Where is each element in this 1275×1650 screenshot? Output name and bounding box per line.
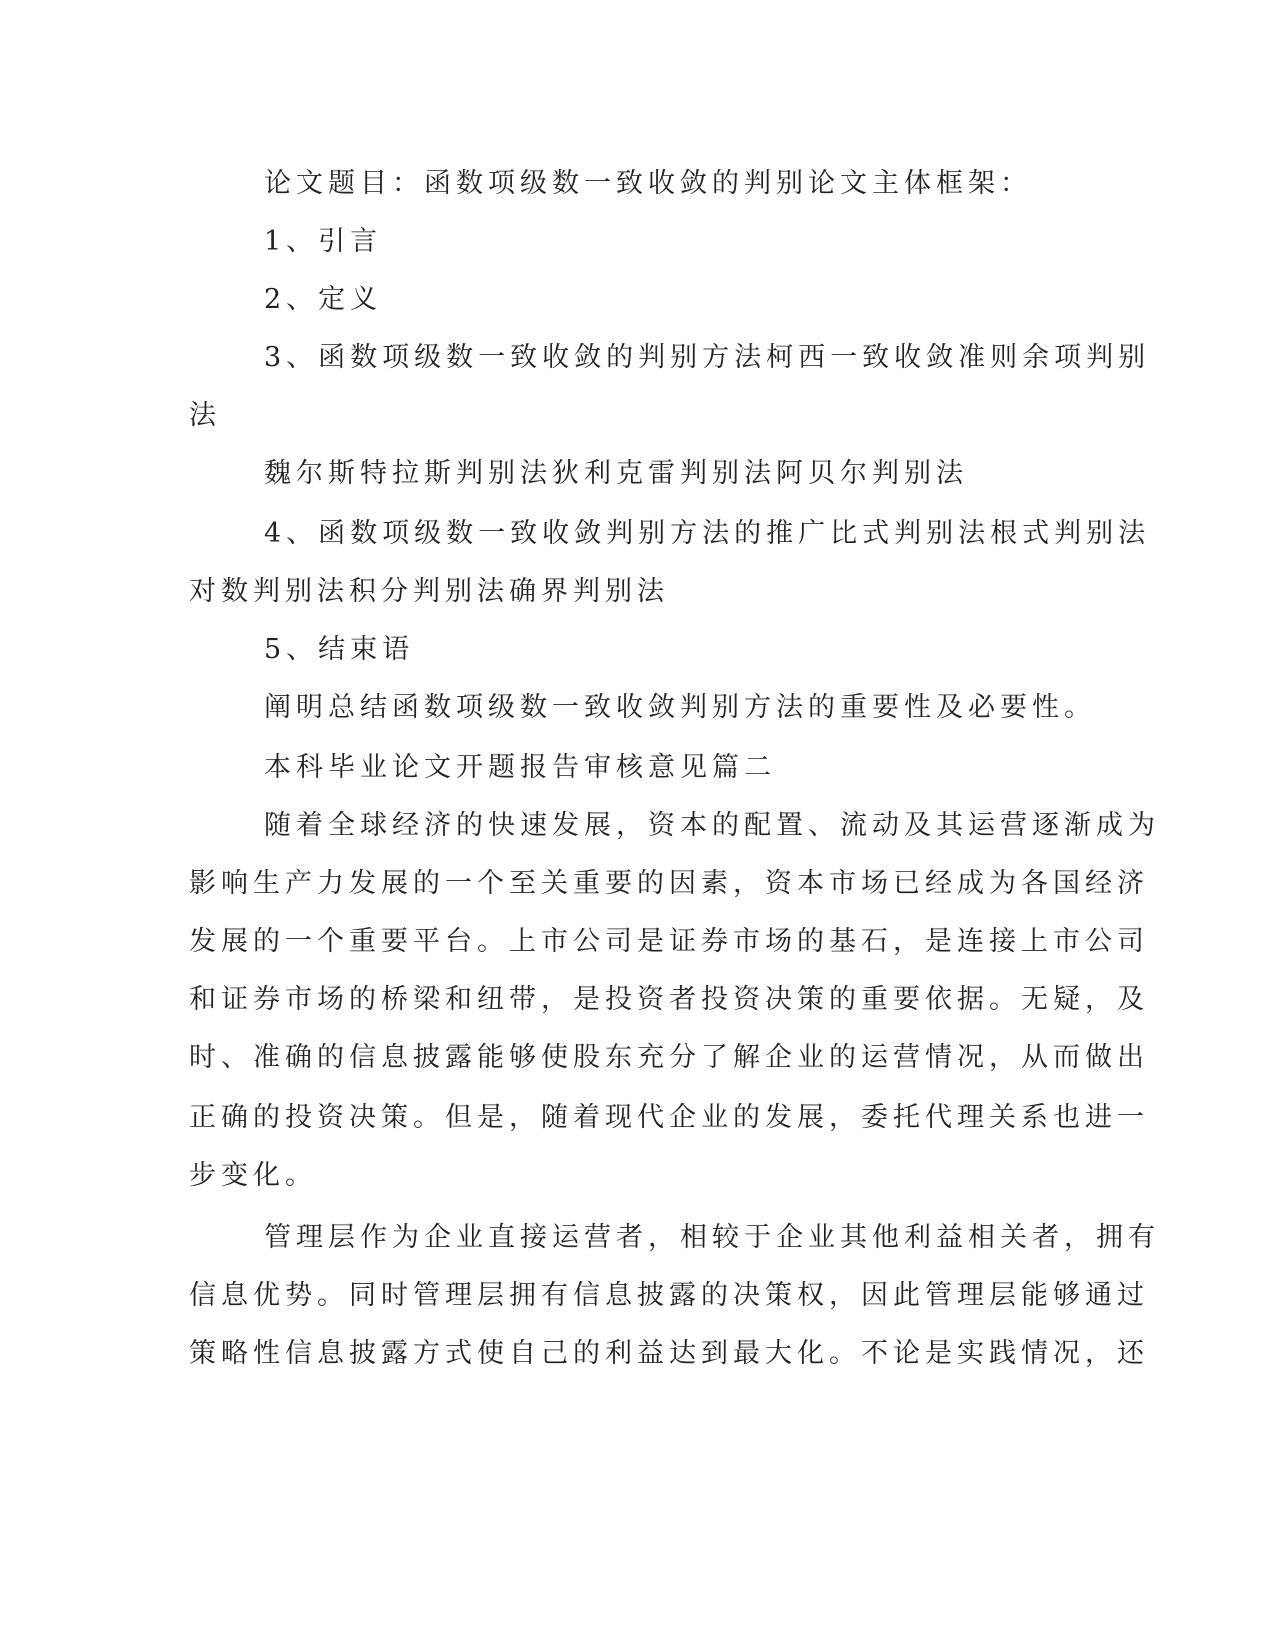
paragraph-1-line-6: 正确的投资决策。但是，随着现代企业的发展，委托代理关系也进一 <box>189 1102 1149 1133</box>
outline-item-3-methods: 魏尔斯特拉斯判别法狄利克雷判别法阿贝尔判别法 <box>264 458 968 489</box>
outline-item-4: 4、函数项级数一致收敛判别方法的推广比式判别法根式判别法 <box>264 518 1151 549</box>
outline-item-5: 5、结束语 <box>264 634 415 665</box>
outline-item-4-continued: 对数判别法积分判别法确界判别法 <box>189 576 669 607</box>
thesis-title-line: 论文题目：函数项级数一致收敛的判别论文主体框架： <box>264 168 1032 199</box>
outline-item-2: 2、定义 <box>264 284 383 315</box>
paragraph-2-line-2: 信息优势。同时管理层拥有信息披露的决策权，因此管理层能够通过 <box>189 1280 1149 1311</box>
outline-item-3: 3、函数项级数一致收敛的判别方法柯西一致收敛准则余项判别 <box>264 342 1151 373</box>
outline-item-1: 1、引言 <box>264 226 383 257</box>
paragraph-1-line-1: 随着全球经济的快速发展，资本的配置、流动及其运营逐渐成为 <box>264 810 1160 841</box>
paragraph-1-line-2: 影响生产力发展的一个至关重要的因素，资本市场已经成为各国经济 <box>189 868 1149 899</box>
paragraph-1-line-3: 发展的一个重要平台。上市公司是证券市场的基石，是连接上市公司 <box>189 926 1149 957</box>
paragraph-1-line-5: 时、准确的信息披露能够使股东充分了解企业的运营情况，从而做出 <box>189 1042 1149 1073</box>
conclusion-summary-line: 阐明总结函数项级数一致收敛判别方法的重要性及必要性。 <box>264 692 1096 723</box>
paragraph-1-line-4: 和证券市场的桥梁和纽带，是投资者投资决策的重要依据。无疑，及 <box>189 984 1149 1015</box>
paragraph-2-line-1: 管理层作为企业直接运营者，相较于企业其他利益相关者，拥有 <box>264 1222 1160 1253</box>
outline-item-3-continued: 法 <box>189 400 221 431</box>
paragraph-1-line-7: 步变化。 <box>189 1160 317 1191</box>
paragraph-2-line-3: 策略性信息披露方式使自己的利益达到最大化。不论是实践情况，还 <box>189 1338 1149 1369</box>
section-heading: 本科毕业论文开题报告审核意见篇二 <box>264 752 776 783</box>
